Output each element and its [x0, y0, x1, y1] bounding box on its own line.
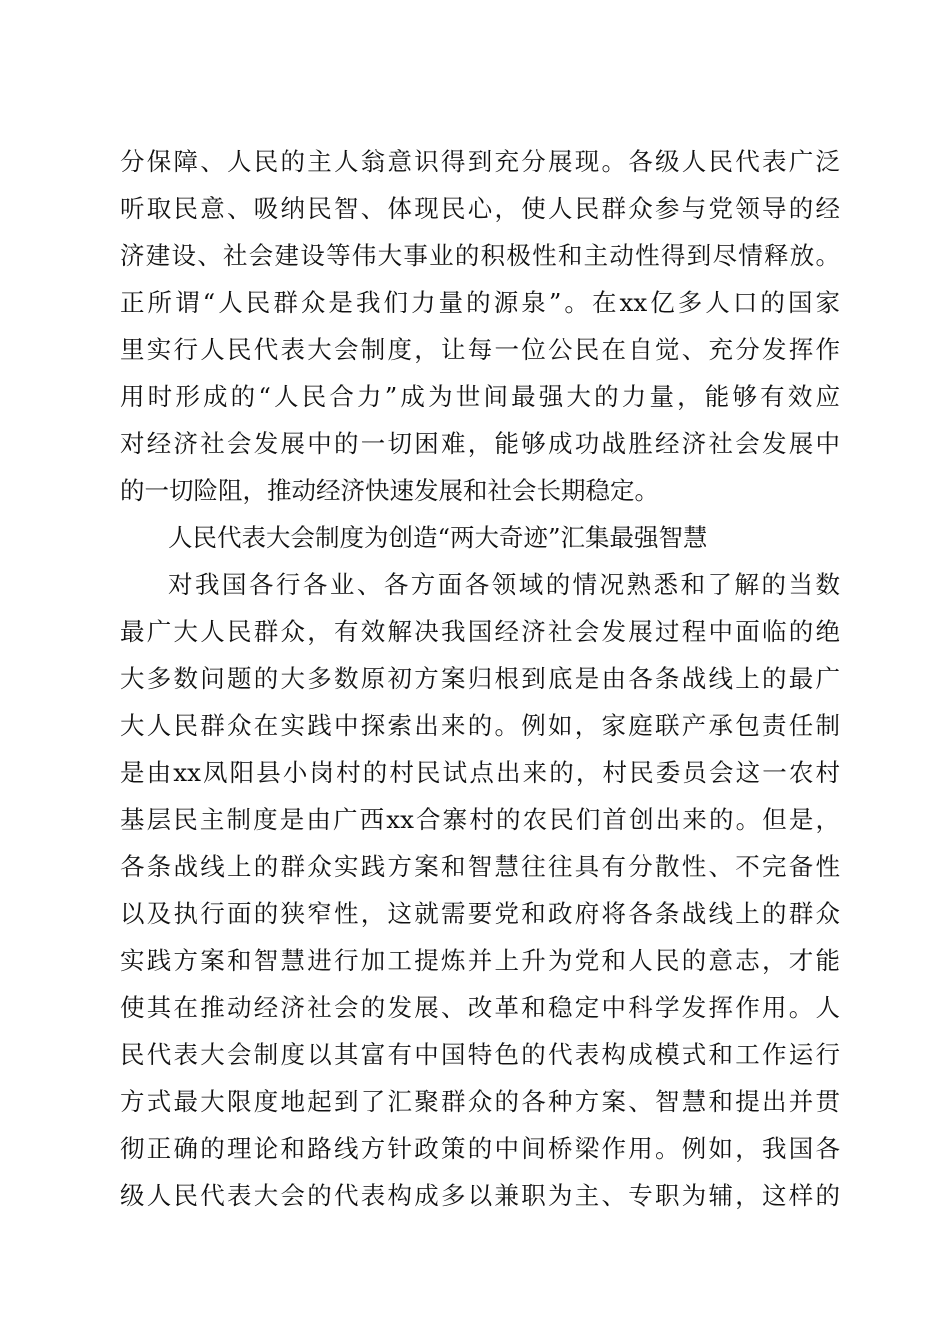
paragraph-2-line: 实践方案和智慧进行加工提炼并上升为党和人民的意志，才能 — [120, 946, 840, 975]
paragraph-2-line: 基层民主制度是由广西xx合寨村的农民们首创出来的。但是， — [120, 805, 840, 834]
paragraph-2-line: 对我国各行各业、各方面各领域的情况熟悉和了解的当数 — [168, 570, 840, 599]
paragraph-2-line: 以及执行面的狭窄性，这就需要党和政府将各条战线上的群众 — [120, 899, 840, 928]
paragraph-1-line: 听取民意、吸纳民智、体现民心，使人民群众参与党领导的经 — [120, 194, 840, 223]
paragraph-2-line: 最广大人民群众，有效解决我国经济社会发展过程中面临的绝 — [120, 617, 840, 646]
paragraph-2-line: 是由xx凤阳县小岗村的村民试点出来的，村民委员会这一农村 — [120, 758, 840, 787]
section-heading: 人民代表大会制度为创造“两大奇迹”汇集最强智慧 — [168, 523, 708, 552]
paragraph-1-line: 分保障、人民的主人翁意识得到充分展现。各级人民代表广泛 — [120, 147, 840, 176]
paragraph-1-line: 正所谓“人民群众是我们力量的源泉”。在xx亿多人口的国家 — [120, 288, 840, 317]
paragraph-1-line: 济建设、社会建设等伟大事业的积极性和主动性得到尽情释放。 — [120, 241, 840, 270]
paragraph-2-line: 级人民代表大会的代表构成多以兼职为主、专职为辅，这样的 — [120, 1181, 840, 1210]
paragraph-2-line: 使其在推动经济社会的发展、改革和稳定中科学发挥作用。人 — [120, 993, 840, 1022]
paragraph-2-line: 彻正确的理论和路线方针政策的中间桥梁作用。例如，我国各 — [120, 1134, 840, 1163]
paragraph-1-line: 用时形成的“人民合力”成为世间最强大的力量，能够有效应 — [120, 382, 840, 411]
paragraph-1-line: 里实行人民代表大会制度，让每一位公民在自觉、充分发挥作 — [120, 335, 840, 364]
paragraph-2-line: 大多数问题的大多数原初方案归根到底是由各条战线上的最广 — [120, 664, 840, 693]
paragraph-2-line: 民代表大会制度以其富有中国特色的代表构成模式和工作运行 — [120, 1040, 840, 1069]
paragraph-2-line: 方式最大限度地起到了汇聚群众的各种方案、智慧和提出并贯 — [120, 1087, 840, 1116]
paragraph-1-line: 对经济社会发展中的一切困难，能够成功战胜经济社会发展中 — [120, 429, 840, 458]
paragraph-1-line: 的一切险阻，推动经济快速发展和社会长期稳定。 — [120, 476, 659, 505]
paragraph-2-line: 各条战线上的群众实践方案和智慧往往具有分散性、不完备性 — [120, 852, 840, 881]
paragraph-2-line: 大人民群众在实践中探索出来的。例如，家庭联产承包责任制 — [120, 711, 840, 740]
